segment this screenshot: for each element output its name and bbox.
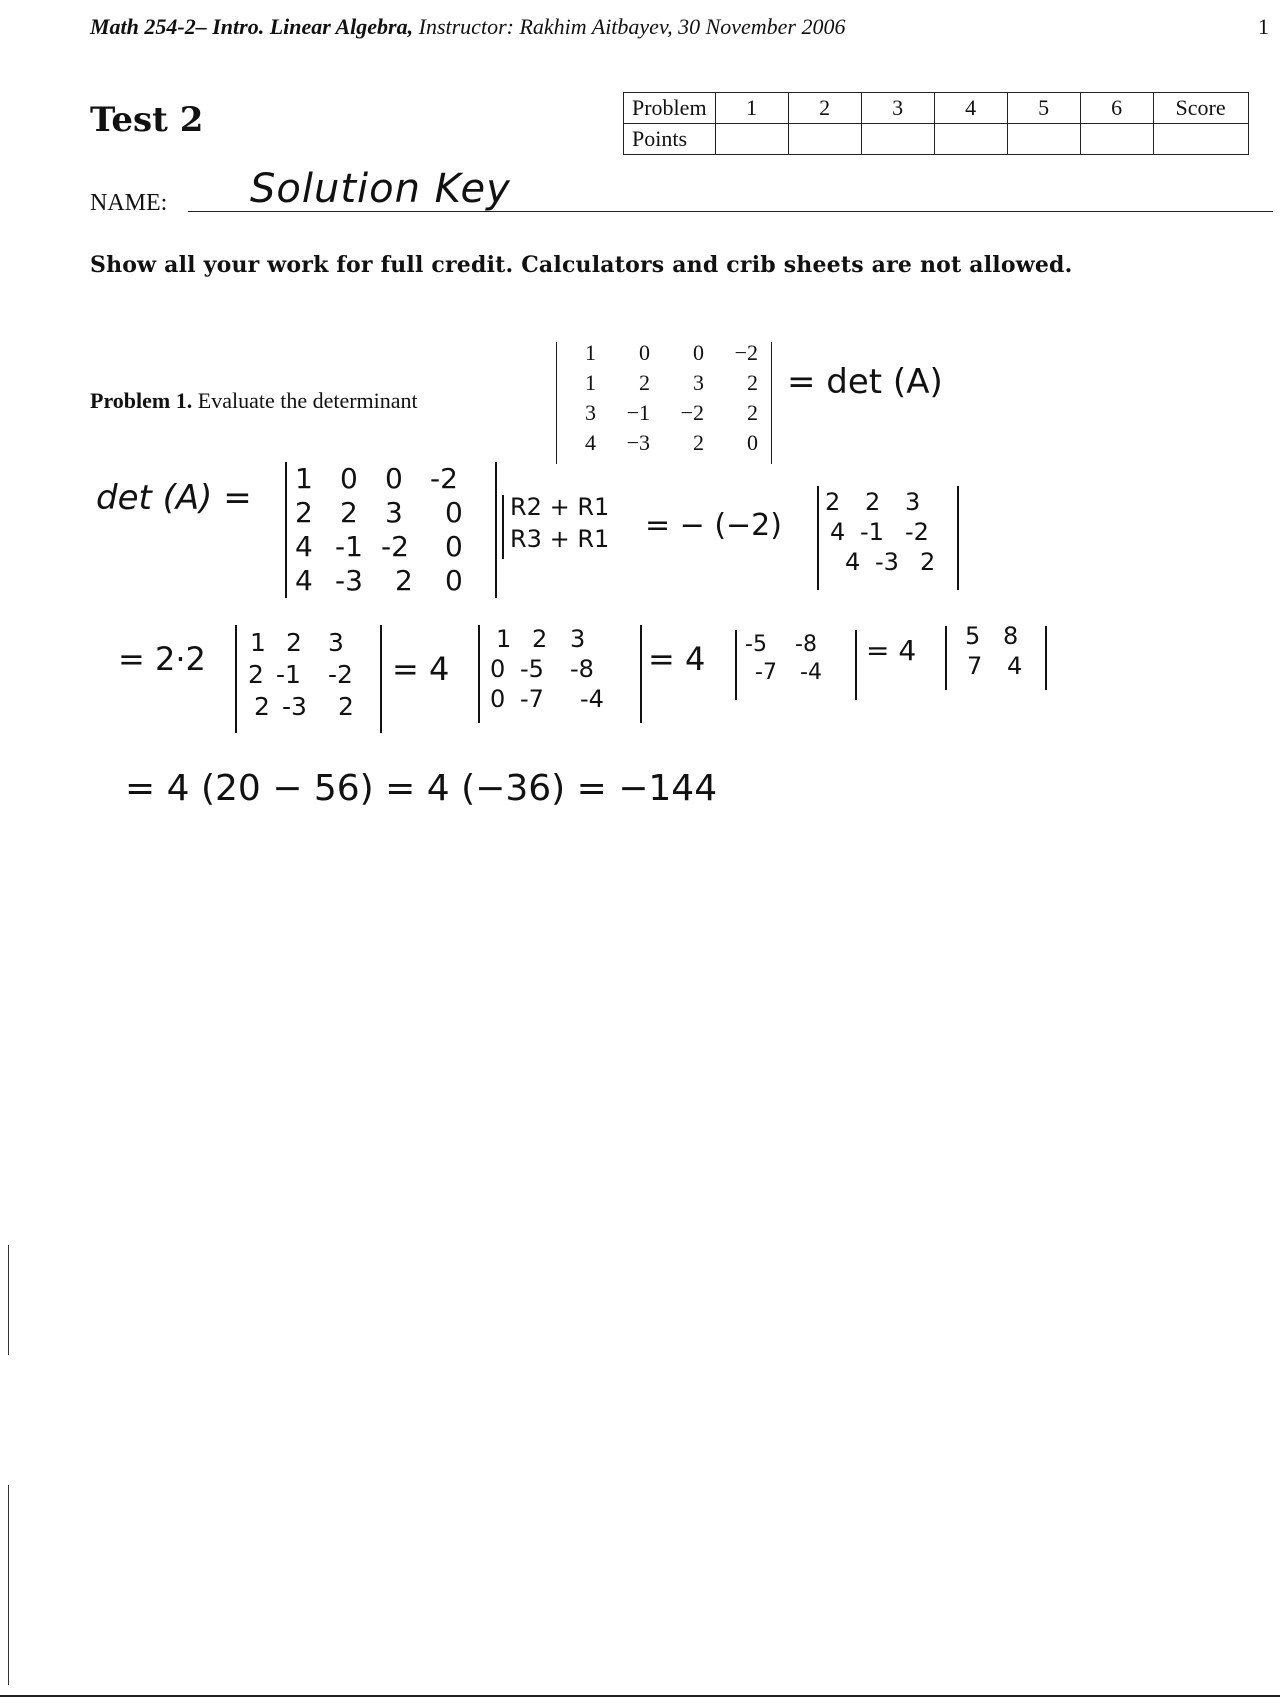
matrix-cell: 0 bbox=[639, 340, 650, 365]
matrix-cell: 7 bbox=[967, 652, 983, 680]
m2-right-bar bbox=[957, 486, 959, 590]
solution-eq1: = − (−2) bbox=[645, 508, 782, 543]
solution-matrix-3 bbox=[248, 628, 378, 732]
problem-1-label: Problem 1. bbox=[90, 388, 193, 413]
matrix-cell: 4 bbox=[845, 548, 861, 576]
m4-left-bar bbox=[478, 625, 480, 723]
matrix-cell: 3 bbox=[693, 370, 704, 395]
matrix-cell: 8 bbox=[1003, 622, 1019, 650]
matrix-cell: -1 bbox=[276, 660, 301, 689]
matrix-cell: -2 bbox=[905, 518, 929, 546]
matrix-cell: 1 bbox=[585, 340, 596, 365]
m5-left-bar bbox=[735, 630, 737, 700]
matrix-cell: -4 bbox=[580, 685, 604, 713]
score-header-cell: Score bbox=[1153, 93, 1248, 124]
points-cell bbox=[788, 124, 861, 155]
score-table-points-row bbox=[624, 124, 1249, 155]
matrix-cell: 2 bbox=[920, 548, 936, 576]
solution-eq4: = 4 bbox=[648, 640, 706, 678]
problem-header-cell: Problem bbox=[624, 93, 716, 124]
matrix-cell: -3 bbox=[335, 564, 363, 597]
matrix-cell: −1 bbox=[626, 400, 650, 425]
scan-margin-mark bbox=[8, 1485, 9, 1685]
matrix-cell: -7 bbox=[520, 685, 544, 713]
matrix-cell: -5 bbox=[745, 632, 767, 657]
matrix-cell: -4 bbox=[800, 660, 822, 685]
solution-eq5: = 4 bbox=[866, 634, 917, 667]
matrix-cell: 0 bbox=[490, 685, 506, 713]
matrix-cell: 0 bbox=[490, 655, 506, 683]
det-a-annotation: = det (A) bbox=[787, 362, 943, 402]
row-op-1: R2 + R1 bbox=[510, 493, 610, 521]
points-cell bbox=[934, 124, 1007, 155]
matrix-cell: 0 bbox=[445, 564, 463, 597]
points-cell bbox=[861, 124, 934, 155]
matrix-cell: -7 bbox=[755, 660, 777, 685]
problem-1-text: Evaluate the determinant bbox=[197, 388, 418, 413]
points-cell bbox=[715, 124, 788, 155]
name-handwritten-value: Solution Key bbox=[250, 166, 511, 212]
matrix-cell: 4 bbox=[295, 564, 313, 597]
matrix-cell: 0 bbox=[693, 340, 704, 365]
matrix-cell: −2 bbox=[734, 340, 758, 365]
matrix-cell: -2 bbox=[430, 462, 458, 495]
matrix-cell: 2 bbox=[532, 625, 548, 653]
matrix-cell: 2 bbox=[747, 370, 758, 395]
matrix-cell: -5 bbox=[520, 655, 544, 683]
matrix-cell: -8 bbox=[795, 632, 817, 657]
score-table bbox=[623, 92, 1249, 155]
matrix-cell: 3 bbox=[328, 628, 344, 657]
instructor-date: Instructor: Rakhim Aitbayev, 30 November 2006 bbox=[418, 14, 846, 39]
m1-left-bar bbox=[285, 462, 287, 598]
matrix-cell: 4 bbox=[830, 518, 846, 546]
matrix-cell: 4 bbox=[1007, 652, 1023, 680]
ops-bar bbox=[502, 495, 504, 559]
solution-matrix-5 bbox=[745, 632, 853, 698]
matrix-cell: 2 bbox=[747, 400, 758, 425]
matrix-cell: 5 bbox=[965, 622, 981, 650]
score-table-header-row bbox=[624, 93, 1249, 124]
matrix-cell: 3 bbox=[570, 625, 586, 653]
matrix-cell: -1 bbox=[335, 530, 363, 563]
matrix-cell: 3 bbox=[585, 400, 596, 425]
matrix-cell: 3 bbox=[905, 488, 921, 516]
problem-number-cell: 1 bbox=[715, 93, 788, 124]
m6-left-bar bbox=[945, 626, 947, 690]
matrix-cell: 1 bbox=[585, 370, 596, 395]
solution-lhs: det (A) = bbox=[96, 478, 252, 518]
problem-determinant bbox=[556, 340, 771, 464]
matrix-cell: -1 bbox=[860, 518, 884, 546]
matrix-cell: 2 bbox=[338, 692, 354, 721]
matrix-cell: 2 bbox=[395, 564, 413, 597]
matrix-cell: -2 bbox=[328, 660, 353, 689]
page-number: 1 bbox=[1258, 14, 1269, 39]
m4-right-bar bbox=[640, 625, 642, 723]
solution-eq3: = 4 bbox=[392, 650, 450, 688]
m3-right-bar bbox=[380, 625, 382, 733]
problem-number-cell: 2 bbox=[788, 93, 861, 124]
points-header-cell: Points bbox=[624, 124, 716, 155]
problem-number-cell: 3 bbox=[861, 93, 934, 124]
solution-matrix-4 bbox=[490, 625, 638, 725]
matrix-cell: 2 bbox=[639, 370, 650, 395]
matrix-cell: 3 bbox=[385, 496, 403, 529]
matrix-cell: -3 bbox=[282, 692, 307, 721]
matrix-cell: 1 bbox=[250, 628, 266, 657]
matrix-cell: -3 bbox=[875, 548, 899, 576]
matrix-cell: 2 bbox=[865, 488, 881, 516]
m6-right-bar bbox=[1045, 626, 1047, 690]
m5-right-bar bbox=[855, 630, 857, 700]
matrix-cell: 4 bbox=[585, 430, 596, 455]
scan-margin-mark bbox=[8, 1245, 9, 1355]
matrix-cell: 2 bbox=[340, 496, 358, 529]
problem-number-cell: 4 bbox=[934, 93, 1007, 124]
test-title: Test 2 bbox=[90, 100, 204, 140]
problem-number-cell: 5 bbox=[1007, 93, 1080, 124]
matrix-cell: -2 bbox=[381, 530, 409, 563]
matrix-cell: −3 bbox=[626, 430, 650, 455]
name-label: NAME: bbox=[90, 190, 168, 216]
matrix-cell: 2 bbox=[295, 496, 313, 529]
matrix-cell: 2 bbox=[248, 660, 264, 689]
matrix-cell: 0 bbox=[445, 496, 463, 529]
matrix-cell: 2 bbox=[286, 628, 302, 657]
matrix-cell: 2 bbox=[254, 692, 270, 721]
course-title: Math 254-2– Intro. Linear Algebra, bbox=[90, 14, 414, 39]
solution-matrix-1 bbox=[295, 462, 490, 602]
matrix-cell: 0 bbox=[340, 462, 358, 495]
matrix-cell: 0 bbox=[385, 462, 403, 495]
points-cell bbox=[1153, 124, 1248, 155]
instructions: Show all your work for full credit. Calculators and crib sheets are not allowed. bbox=[90, 252, 1073, 278]
problem-number-cell: 6 bbox=[1080, 93, 1153, 124]
matrix-cell: 0 bbox=[445, 530, 463, 563]
matrix-cell: 0 bbox=[747, 430, 758, 455]
matrix-cell: 2 bbox=[693, 430, 704, 455]
matrix-cell: 1 bbox=[496, 625, 512, 653]
points-cell bbox=[1007, 124, 1080, 155]
solution-matrix-6 bbox=[955, 622, 1043, 688]
solution-matrix-2 bbox=[825, 488, 955, 588]
determinant-right-bar bbox=[771, 342, 772, 464]
matrix-cell: −2 bbox=[680, 400, 704, 425]
problem-1-statement bbox=[90, 388, 418, 414]
m3-left-bar bbox=[235, 625, 237, 733]
m2-left-bar bbox=[817, 486, 819, 590]
row-op-2: R3 + R1 bbox=[510, 525, 610, 553]
points-cell bbox=[1080, 124, 1153, 155]
matrix-cell: 4 bbox=[295, 530, 313, 563]
matrix-cell: 2 bbox=[825, 488, 841, 516]
solution-final: = 4 (20 − 56) = 4 (−36) = −144 bbox=[125, 768, 718, 809]
solution-eq2: = 2·2 bbox=[118, 640, 206, 678]
page-header bbox=[90, 14, 846, 40]
m1-right-bar bbox=[495, 462, 497, 598]
matrix-cell: 1 bbox=[295, 462, 313, 495]
page-bottom-edge bbox=[0, 1695, 1280, 1697]
matrix-cell: -8 bbox=[570, 655, 594, 683]
